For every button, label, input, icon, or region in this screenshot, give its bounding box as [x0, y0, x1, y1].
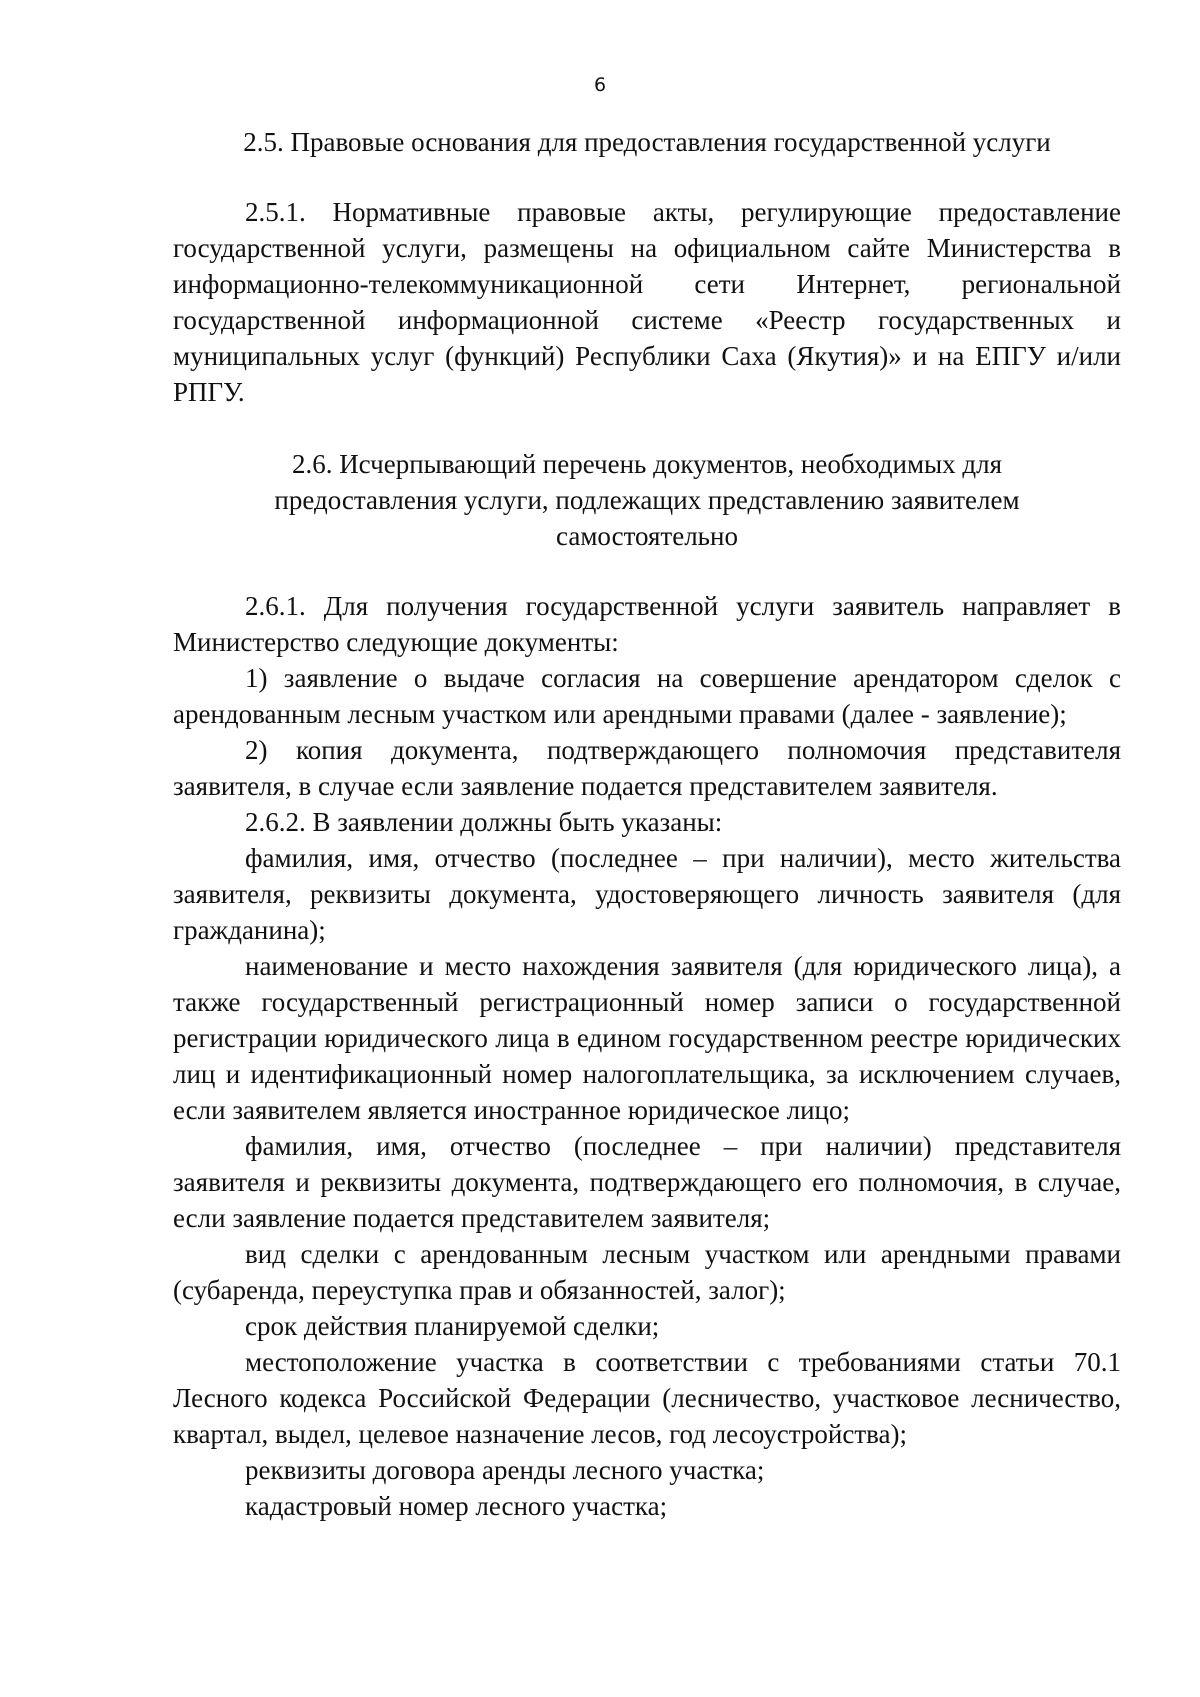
section-heading-2-5: 2.5. Правовые основания для предоставления государственной услуги: [243, 127, 1051, 157]
paragraph-lease-agreement: реквизиты договора аренды лесного участка;: [245, 1455, 765, 1485]
paragraph-cadastral-number: кадастровый номер лесного участка;: [245, 1491, 668, 1521]
paragraph-applicant-name: фамилия, имя, отчество (последнее – при наличии), место жительства заявителя, реквизиты документа, удостоверяющего личность заявителя (для гражданина);: [173, 843, 1121, 945]
paragraph-2-5-1: 2.5.1. Нормативные правовые акты, регулирующие предоставление государственной услуги, размещены на официальном сайте Министерства в информационно-телекоммуникационной сети Интернет, региональной государственной информационной системе «Реестр государственных и муниципальных услуг (функций) Республики Саха (Якутия)» и на ЕПГУ и/или РПГУ.: [173, 197, 1121, 407]
document-body: [173, 124, 1121, 1524]
paragraph-deal-type: вид сделки с арендованным лесным участком или арендными правами (субаренда, переуступка прав и обязанностей, залог);: [173, 1239, 1121, 1305]
section-heading-2-6: 2.6. Исчерпывающий перечень документов, необходимых для предоставления услуги, подлежащих представлению заявителем самостоятельно: [274, 449, 1020, 551]
paragraph-location: местоположение участка в соответствии с требованиями статьи 70.1 Лесного кодекса Российской Федерации (лесничество, участковое лесничество, квартал, выдел, целевое назначение лесов, год лесоустройства);: [173, 1347, 1121, 1449]
page-number: 6: [593, 74, 607, 96]
list-item-2: 2) копия документа, подтверждающего полномочия представителя заявителя, в случае если заявление подается представителем заявителя.: [173, 735, 1121, 801]
paragraph-representative: фамилия, имя, отчество (последнее – при наличии) представителя заявителя и реквизиты документа, подтверждающего его полномочия, в случае, если заявление подается представителем заявителя;: [173, 1131, 1121, 1233]
paragraph-legal-entity: наименование и место нахождения заявителя (для юридического лица), а также государственный регистрационный номер записи о государственной регистрации юридического лица в едином государственном реестре юридических лиц и идентификационный номер налогоплательщика, за исключением случаев, если заявителем является иностранное юридическое лицо;: [173, 951, 1121, 1125]
paragraph-2-6-1: 2.6.1. Для получения государственной услуги заявитель направляет в Министерство следующие документы:: [173, 591, 1121, 657]
list-item-1: 1) заявление о выдаче согласия на совершение арендатором сделок с арендованным лесным участком или арендными правами (далее - заявление);: [173, 663, 1121, 729]
paragraph-deal-term: срок действия планируемой сделки;: [245, 1311, 660, 1341]
paragraph-2-6-2: 2.6.2. В заявлении должны быть указаны:: [245, 807, 723, 837]
